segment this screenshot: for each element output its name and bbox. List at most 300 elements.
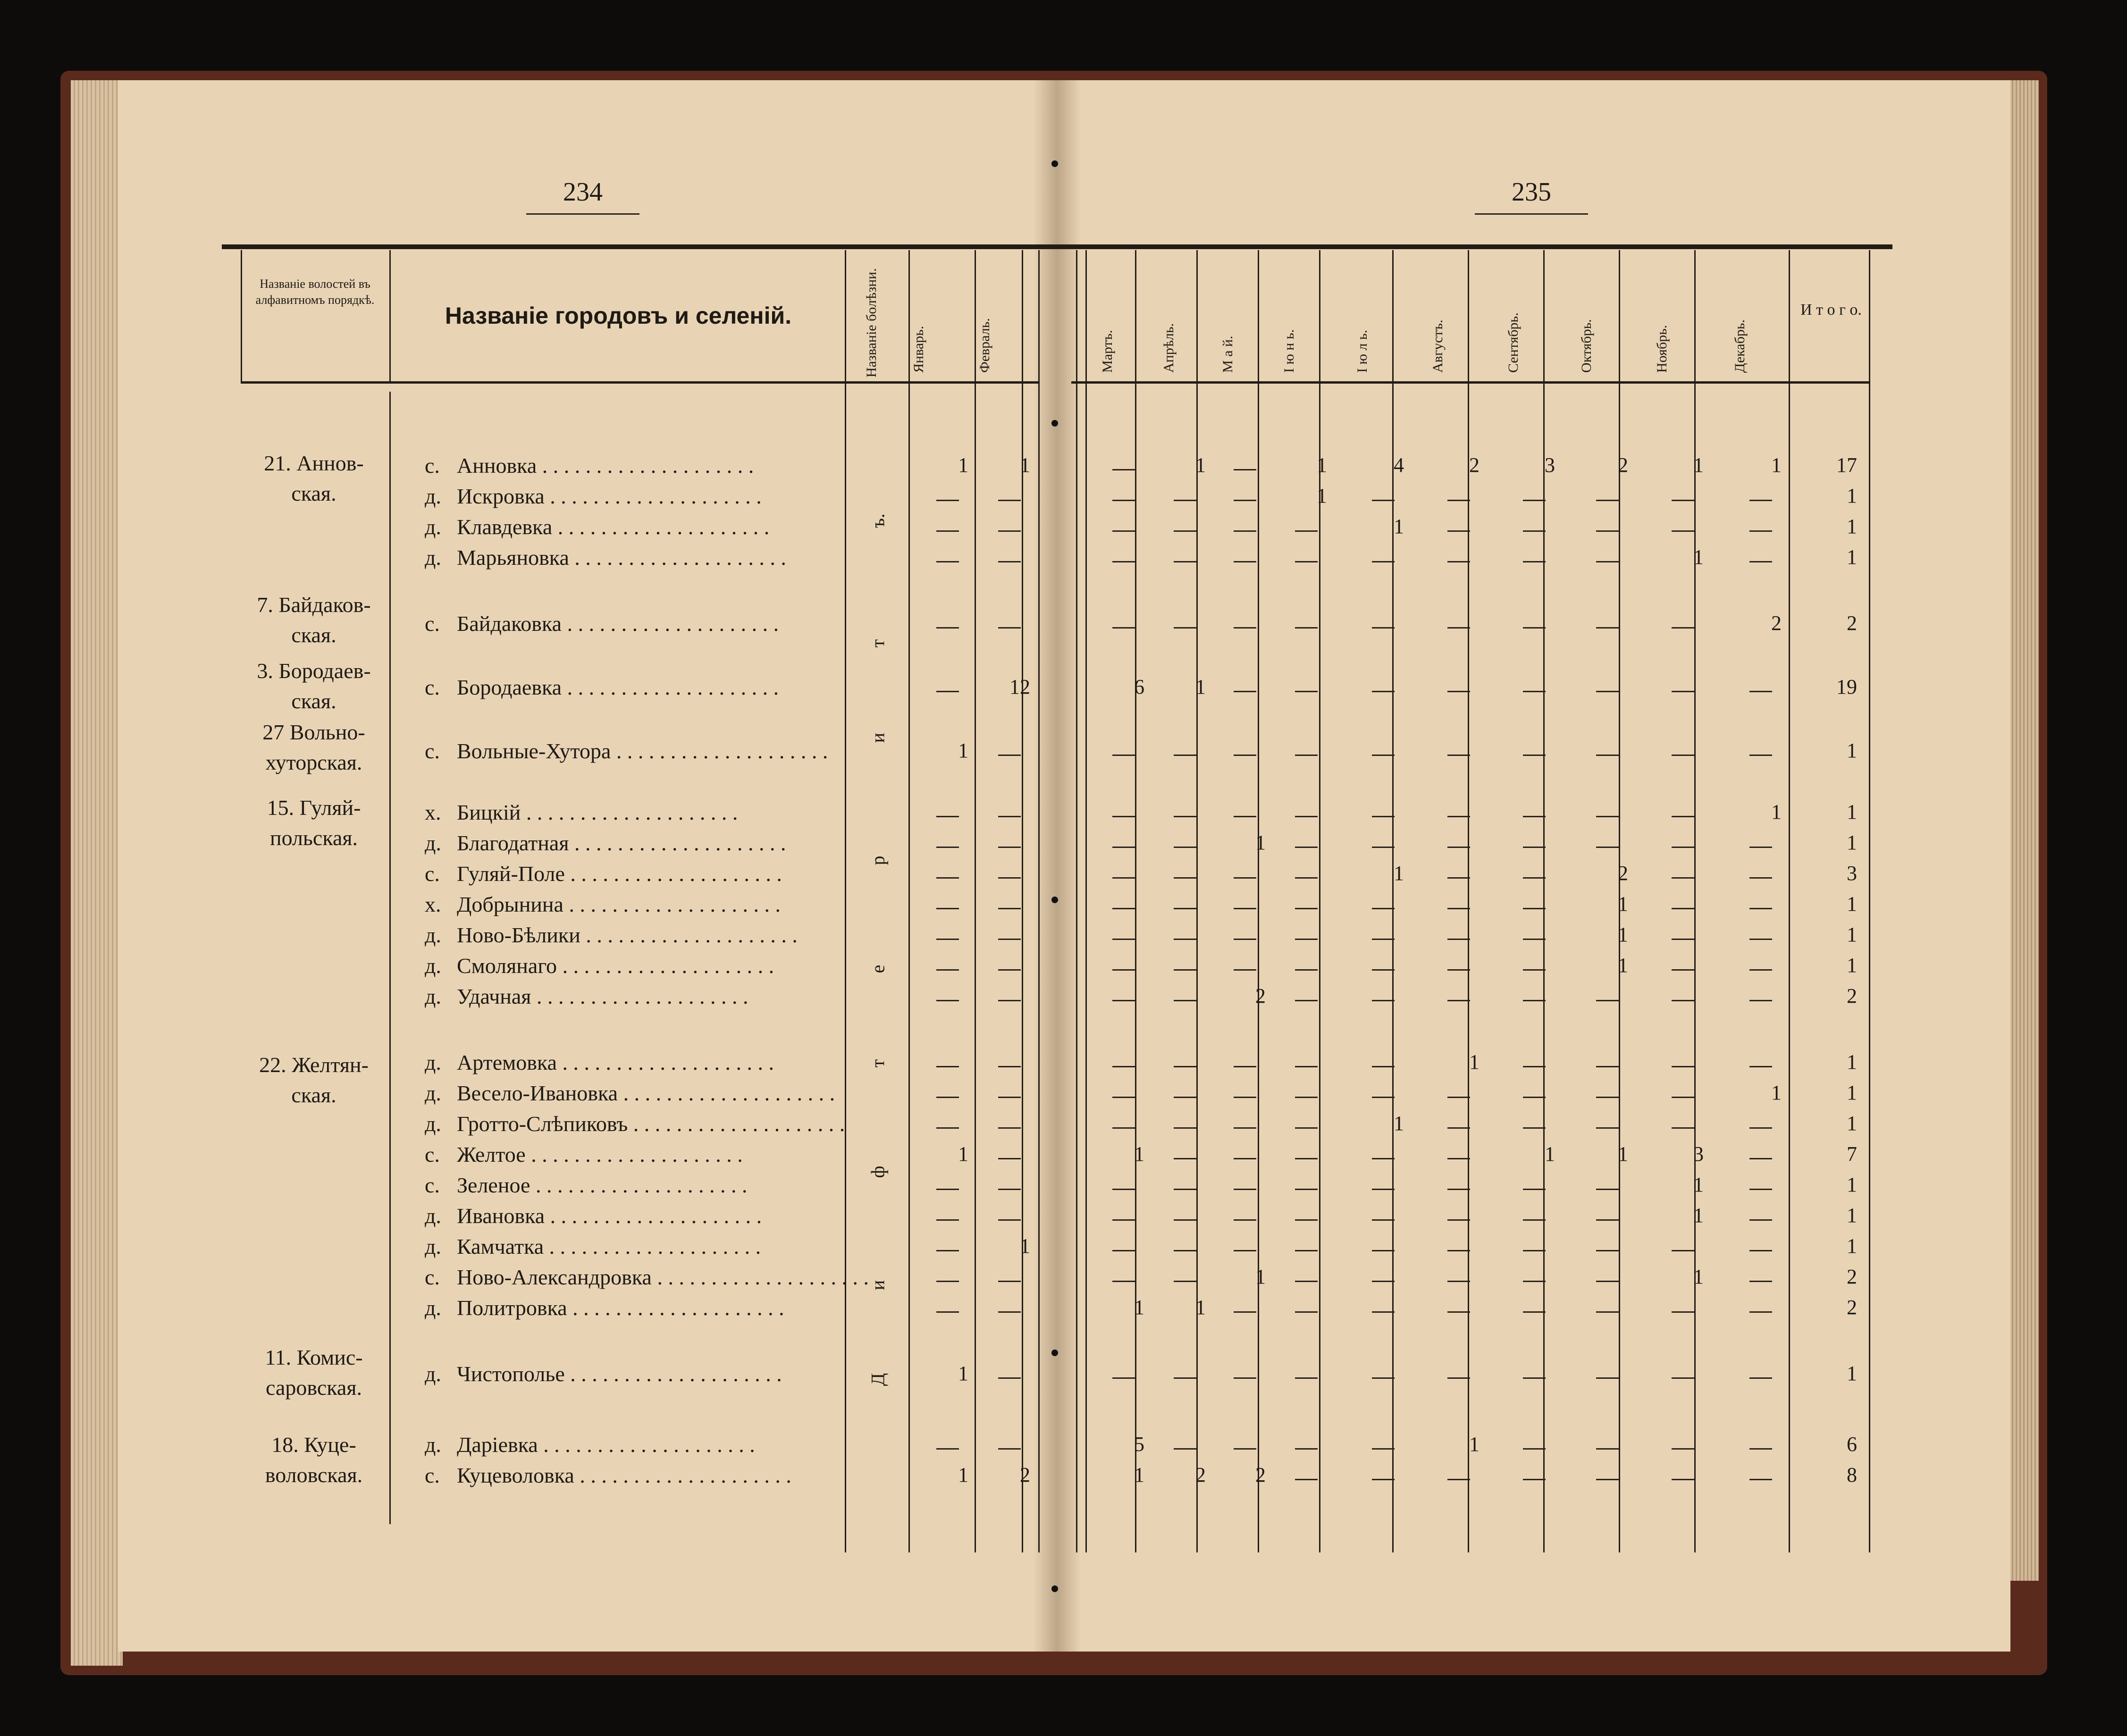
settlement-type: х. [425,892,441,916]
empty-cell-dash [1596,500,1619,501]
empty-cell-dash [936,908,959,909]
empty-cell-dash [1749,561,1772,562]
empty-cell-dash [1523,1189,1546,1190]
binding-stitch [1051,1350,1058,1356]
empty-cell-dash [1672,500,1694,501]
right-page-number: 235 [1512,177,1551,207]
month-count: 1 [958,739,968,762]
month-count: 1 [1020,1234,1030,1258]
empty-cell-dash [998,1097,1021,1098]
month-count: 1 [958,453,968,477]
settlement-name: Желтое [457,1142,526,1166]
empty-cell-dash [936,969,959,971]
empty-cell-dash [1234,691,1256,692]
empty-cell-dash [1447,1281,1470,1282]
leader-dots: . . . . . . . . . . . . . . . . . . . . [557,954,774,978]
empty-cell-dash [1523,816,1546,817]
leader-dots: . . . . . . . . . . . . . . . . . . . . [544,484,762,508]
month-count: 1 [1020,453,1030,477]
empty-cell-dash [1596,691,1619,692]
empty-cell-dash [1234,469,1256,470]
empty-cell-dash [1523,877,1546,879]
place-name [425,738,840,763]
table-top-rule-right [1057,244,1892,249]
settlement-type: д. [425,984,441,1008]
empty-cell-dash [1295,969,1318,971]
place-name [425,1265,869,1290]
empty-cell-dash [1295,816,1318,817]
settlement-type: д. [425,1050,441,1074]
empty-cell-dash [998,877,1021,879]
empty-cell-dash [1112,1250,1135,1251]
empty-cell-dash [1749,939,1772,940]
month-count: 1 [1469,1433,1480,1456]
empty-cell-dash [1112,1189,1135,1190]
column-rule [1258,250,1259,1552]
settlement-name: Искровка [457,484,545,508]
month-count: 2 [1618,453,1628,477]
empty-cell-dash [936,627,959,629]
empty-cell-dash [1749,530,1772,532]
empty-cell-dash [1295,1250,1318,1251]
empty-cell-dash [1372,1189,1395,1190]
place-name [425,1081,840,1106]
column-rule [845,250,846,1552]
place-name [425,1050,840,1075]
empty-cell-dash [1174,1377,1196,1379]
row-total: 1 [1847,545,1857,569]
disease-letter: т [867,639,889,648]
empty-cell-dash [1112,847,1135,848]
empty-cell-dash [1295,755,1318,756]
row-total: 1 [1847,923,1857,946]
empty-cell-dash [1174,939,1196,940]
empty-cell-dash [1749,1066,1772,1067]
column-rule [1789,250,1790,1552]
empty-cell-dash [1372,1000,1395,1001]
empty-cell-dash [1749,1377,1772,1379]
leader-dots: . . . . . . . . . . . . . . . . . . . . [538,1433,755,1457]
empty-cell-dash [1596,561,1619,562]
empty-cell-dash [1596,1000,1619,1001]
empty-cell-dash [1174,1189,1196,1190]
empty-cell-dash [1672,1066,1694,1067]
settlement-name: Клавдевка [457,515,553,539]
empty-cell-dash [1749,847,1772,848]
region-name: 15. Гуляй- польская. [267,796,361,850]
page-number-underline [526,213,639,215]
empty-cell-dash [936,561,959,562]
settlement-type: д. [425,1112,441,1136]
empty-cell-dash [1372,1479,1395,1480]
month-count: 1 [1771,800,1782,823]
settlement-type: с. [425,453,440,478]
empty-cell-dash [1447,500,1470,501]
empty-cell-dash [1596,1250,1619,1251]
month-header: Ноябрь. [1654,325,1670,373]
empty-cell-dash [1447,939,1470,940]
settlement-type: д. [425,831,441,855]
leader-dots: . . . . . . . . . . . . . . . . . . . . [651,1265,869,1289]
row-total: 2 [1847,1296,1857,1319]
row-total: 1 [1847,1173,1857,1196]
settlement-name: Вольные-Хутора [457,739,611,763]
empty-cell-dash [1749,1448,1772,1450]
empty-cell-dash [1112,1127,1135,1129]
book-gutter [1034,80,1081,1652]
empty-cell-dash [1234,1377,1256,1379]
leader-dots: . . . . . . . . . . . . . . . . . . . . [569,831,786,855]
empty-cell-dash [1234,561,1256,562]
leader-dots: . . . . . . . . . . . . . . . . . . . . [611,739,828,763]
month-count: 6 [1134,675,1144,698]
page-number-underline [1475,213,1588,215]
place-name [425,830,840,855]
empty-cell-dash [1295,939,1318,940]
empty-cell-dash [1174,1097,1196,1098]
empty-cell-dash [1174,1281,1196,1282]
empty-cell-dash [1596,1479,1619,1480]
month-count: 1 [1134,1296,1144,1319]
region-name: 21. Аннов- ская. [264,451,364,505]
empty-cell-dash [1447,1158,1470,1159]
column-rule [1869,250,1870,1552]
empty-cell-dash [1523,908,1546,909]
row-total: 1 [1847,1081,1857,1104]
empty-cell-dash [1112,1066,1135,1067]
leader-dots: . . . . . . . . . . . . . . . . . . . . [574,1463,791,1487]
leader-dots: . . . . . . . . . . . . . . . . . . . . [562,612,779,636]
place-name [425,923,840,948]
settlement-type: с. [425,862,440,886]
empty-cell-dash [1372,1281,1395,1282]
settlement-type: с. [425,1463,440,1487]
empty-cell-dash [1295,1158,1318,1159]
empty-cell-dash [1596,1097,1619,1098]
month-count: 1 [1771,1081,1782,1104]
month-count: 1 [958,1463,968,1486]
empty-cell-dash [1174,500,1196,501]
empty-cell-dash [1749,691,1772,692]
empty-cell-dash [1596,1127,1619,1129]
row-total: 2 [1847,984,1857,1007]
empty-cell-dash [1295,1000,1318,1001]
settlement-type: д. [425,954,441,978]
row-total: 1 [1847,1112,1857,1135]
place-name [425,453,840,478]
settlement-name: Смолянаго [457,954,557,978]
leader-dots: . . . . . . . . . . . . . . . . . . . . [531,984,748,1008]
empty-cell-dash [998,939,1021,940]
settlement-name: Камчатка [457,1234,544,1258]
empty-cell-dash [1596,1448,1619,1450]
empty-cell-dash [1174,908,1196,909]
row-total: 2 [1847,612,1857,635]
settlement-type: д. [425,1362,441,1386]
month-header: Сентябрь. [1505,312,1521,373]
settlement-name: Гуляй-Поле [457,862,565,886]
empty-cell-dash [1672,816,1694,817]
empty-cell-dash [1596,847,1619,848]
month-count: 1 [1693,1173,1704,1196]
empty-cell-dash [1295,1311,1318,1313]
disease-letter: р [867,855,889,865]
place-name [425,1203,840,1228]
settlement-type: с. [425,1142,440,1166]
table-top-rule-left [222,244,1057,249]
empty-cell-dash [1174,530,1196,532]
empty-cell-dash [1372,939,1395,940]
empty-cell-dash [1749,908,1772,909]
empty-cell-dash [1234,1097,1256,1098]
row-total: 1 [1847,800,1857,823]
month-header: Мартъ. [1100,330,1115,373]
row-total: 7 [1847,1142,1857,1166]
month-count: 1 [1255,1265,1266,1288]
empty-cell-dash [1749,877,1772,879]
empty-cell-dash [1372,1097,1395,1098]
empty-cell-dash [1523,847,1546,848]
empty-cell-dash [1295,530,1318,532]
empty-cell-dash [998,1448,1021,1450]
empty-cell-dash [1523,691,1546,692]
empty-cell-dash [1523,755,1546,756]
empty-cell-dash [1295,1097,1318,1098]
disease-letter: е [867,964,889,973]
place-name [425,800,840,825]
empty-cell-dash [1749,1158,1772,1159]
disease-letter: и [867,732,889,743]
empty-cell-dash [1174,755,1196,756]
empty-cell-dash [1295,877,1318,879]
empty-cell-dash [1234,627,1256,629]
place-name [425,1295,840,1320]
leader-dots: . . . . . . . . . . . . . . . . . . . . [545,1204,762,1228]
month-header: І ю л ь. [1354,329,1370,373]
header-bottom-rule-left [241,381,1038,384]
empty-cell-dash [1174,627,1196,629]
empty-cell-dash [1672,1448,1694,1450]
column-rule [1135,250,1136,1552]
empty-cell-dash [998,1000,1021,1001]
settlement-name: Бородаевка [457,675,562,699]
empty-cell-dash [1234,1250,1256,1251]
empty-cell-dash [1112,561,1135,562]
place-name [425,545,840,570]
month-count: 1 [1469,1050,1480,1073]
empty-cell-dash [1447,1219,1470,1221]
row-total: 1 [1847,1204,1857,1227]
place-name [425,892,840,917]
settlement-type: д. [425,515,441,539]
month-count: 1 [958,1362,968,1385]
empty-cell-dash [1523,1250,1546,1251]
month-count: 2 [1771,612,1782,635]
place-name [425,675,840,700]
row-total: 1 [1847,1234,1857,1258]
empty-cell-dash [1672,969,1694,971]
empty-cell-dash [1749,1281,1772,1282]
empty-cell-dash [1234,1127,1256,1129]
disease-letter: т [867,1059,889,1068]
empty-cell-dash [1447,561,1470,562]
empty-cell-dash [1372,847,1395,848]
empty-cell-dash [1234,908,1256,909]
empty-cell-dash [998,1066,1021,1067]
empty-cell-dash [1672,939,1694,940]
empty-cell-dash [1234,969,1256,971]
month-count: 2 [1255,1463,1266,1486]
leader-dots: . . . . . . . . . . . . . . . . . . . . [580,923,798,947]
row-total: 1 [1847,484,1857,507]
empty-cell-dash [936,877,959,879]
empty-cell-dash [1523,1000,1546,1001]
empty-cell-dash [1112,627,1135,629]
empty-cell-dash [1596,627,1619,629]
empty-cell-dash [936,1311,959,1313]
empty-cell-dash [1174,877,1196,879]
disease-letter: ф [867,1166,889,1178]
settlement-name: Бицкій [457,800,521,824]
region-name: 27 Вольно- хуторская. [262,720,365,774]
empty-cell-dash [998,1189,1021,1190]
empty-cell-dash [1174,847,1196,848]
empty-cell-dash [1295,1127,1318,1129]
empty-cell-dash [1523,1311,1546,1313]
empty-cell-dash [1174,1250,1196,1251]
empty-cell-dash [1112,755,1135,756]
leader-dots: . . . . . . . . . . . . . . . . . . . . [563,892,781,916]
settlement-name: Ново-Александровка [457,1265,652,1289]
empty-cell-dash [998,755,1021,756]
empty-cell-dash [936,816,959,817]
empty-cell-dash [998,1127,1021,1129]
empty-cell-dash [1295,847,1318,848]
binding-stitch [1051,420,1058,427]
empty-cell-dash [1523,969,1546,971]
settlement-name: Зеленое [457,1173,530,1197]
month-count: 12 [1009,675,1030,698]
place-name [425,953,840,978]
settlement-type: д. [425,484,441,508]
empty-cell-dash [1234,816,1256,817]
empty-cell-dash [1174,561,1196,562]
month-count: 4 [1394,453,1404,477]
month-count: 1 [1134,1142,1144,1166]
binding-stitch [1051,1585,1058,1592]
empty-cell-dash [1112,939,1135,940]
settlement-name: Удачная [457,984,531,1008]
empty-cell-dash [1234,530,1256,532]
empty-cell-dash [1174,816,1196,817]
empty-cell-dash [936,939,959,940]
settlement-type: д. [425,1296,441,1320]
empty-cell-dash [1447,755,1470,756]
place-name [425,984,840,1009]
empty-cell-dash [1174,969,1196,971]
place-name [425,1173,840,1198]
place-name [425,611,840,636]
month-count: 1 [1618,1142,1628,1166]
settlement-type: д. [425,923,441,947]
empty-cell-dash [1749,755,1772,756]
empty-cell-dash [1447,1000,1470,1001]
total-column-header: И т о г о. [1800,301,1862,319]
header-bottom-rule-right [1071,381,1869,384]
empty-cell-dash [998,847,1021,848]
empty-cell-dash [1523,500,1546,501]
empty-cell-dash [1672,691,1694,692]
place-name [425,1432,840,1457]
empty-cell-dash [1596,1066,1619,1067]
empty-cell-dash [1372,561,1395,562]
empty-cell-dash [1112,500,1135,501]
empty-cell-dash [1447,816,1470,817]
binding-stitch [1051,897,1058,903]
empty-cell-dash [1523,1127,1546,1129]
leader-dots: . . . . . . . . . . . . . . . . . . . . [544,1234,761,1258]
empty-cell-dash [998,1281,1021,1282]
empty-cell-dash [1112,1219,1135,1221]
leader-dots: . . . . . . . . . . . . . . . . . . . . [567,1296,784,1320]
place-name [425,861,840,886]
empty-cell-dash [1672,1479,1694,1480]
empty-cell-dash [1174,1066,1196,1067]
empty-cell-dash [1234,877,1256,879]
empty-cell-dash [1596,530,1619,532]
empty-cell-dash [1447,627,1470,629]
page-edges-left [71,80,123,1666]
row-total: 1 [1847,831,1857,854]
settlement-type: д. [425,1234,441,1258]
empty-cell-dash [1234,1219,1256,1221]
column-rule [1196,250,1198,1552]
row-total: 1 [1847,892,1857,915]
disease-letter: и [867,1280,889,1291]
empty-cell-dash [1234,1158,1256,1159]
month-count: 2 [1618,862,1628,885]
empty-cell-dash [1523,530,1546,532]
empty-cell-dash [1174,1219,1196,1221]
leader-dots: . . . . . . . . . . . . . . . . . . . . [552,515,770,539]
month-count: 1 [1195,1296,1206,1319]
empty-cell-dash [1295,1479,1318,1480]
empty-cell-dash [1372,691,1395,692]
empty-cell-dash [1295,1281,1318,1282]
empty-cell-dash [1447,908,1470,909]
month-count: 1 [1771,453,1782,477]
month-count: 2 [1255,984,1266,1007]
leader-dots: . . . . . . . . . . . . . . . . . . . . [521,800,738,824]
empty-cell-dash [1372,755,1395,756]
month-header: І ю н ь. [1281,329,1297,373]
empty-cell-dash [1672,847,1694,848]
empty-cell-dash [1295,1377,1318,1379]
empty-cell-dash [1112,469,1135,470]
leader-dots: . . . . . . . . . . . . . . . . . . . . [530,1173,748,1197]
leader-dots: . . . . . . . . . . . . . . . . . . . . [564,1362,782,1386]
column-rule [975,250,976,1552]
empty-cell-dash [1295,908,1318,909]
month-count: 1 [1618,892,1628,915]
empty-cell-dash [936,847,959,848]
disease-column-header: Названіе болѣзни. [864,268,879,377]
empty-cell-dash [1447,1127,1470,1129]
leader-dots: . . . . . . . . . . . . . . . . . . . . [557,1050,774,1074]
settlement-type: с. [425,675,440,699]
month-header: Январь. [911,326,926,373]
region-column-header: Названіе волостей въ алфавитномъ порядкѣ. [255,277,375,307]
